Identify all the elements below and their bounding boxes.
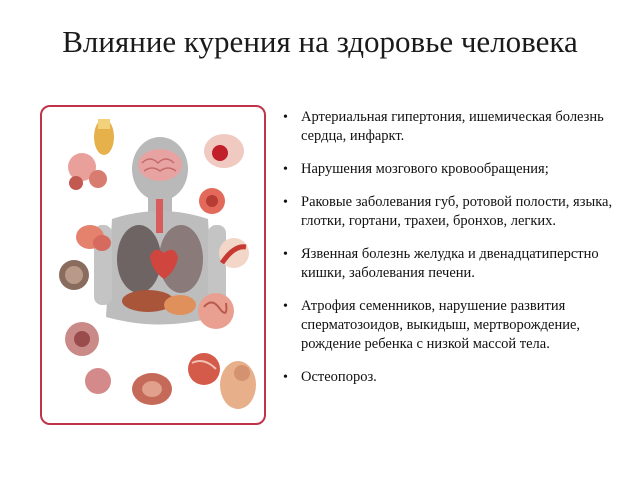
fetus-icon bbox=[220, 361, 256, 409]
bone-tissue-icon bbox=[59, 260, 89, 290]
bullet-item: • Артериальная гипертония, ишемическая болезнь сердца, инфаркт. bbox=[283, 109, 604, 144]
vessels-icon bbox=[188, 353, 220, 385]
bullet-item: • Язвенная болезнь желудка и двенадцатиперстно кишки, заболевания печени. bbox=[283, 246, 599, 281]
intestine-icon bbox=[198, 293, 234, 329]
brain-cross-section-icon bbox=[204, 134, 244, 168]
esophagus-icon bbox=[199, 188, 225, 214]
placenta-icon bbox=[132, 373, 172, 405]
anatomy-figure bbox=[40, 105, 266, 425]
bullet-item: • Нарушения мозгового кровообращения; bbox=[283, 161, 549, 177]
stomach-icon bbox=[164, 295, 196, 315]
anatomy-illustration bbox=[42, 107, 264, 423]
bullet-item: • Раковые заболевания губ, ротовой полости, языка, глотки, гортани, трахеи, бронхов, легких. bbox=[283, 194, 613, 229]
bullet-item: • Остеопороз. bbox=[283, 369, 377, 385]
artery-icon bbox=[219, 238, 249, 268]
uterus-icon bbox=[85, 368, 111, 394]
pancreas-icon bbox=[94, 119, 114, 155]
slide-title: Влияние курения на здоровье человека bbox=[62, 24, 578, 59]
testicle-icon bbox=[65, 322, 99, 356]
bullet-item: • Атрофия семенников, нарушение развития сперматозоидов, выкидыш, мертворождение, рождение ребенка с низкой массой тела. bbox=[283, 298, 581, 352]
trachea-icon bbox=[156, 199, 163, 233]
glands-icon bbox=[68, 153, 107, 190]
bullet-list bbox=[283, 108, 623, 401]
brain-icon bbox=[138, 149, 182, 181]
